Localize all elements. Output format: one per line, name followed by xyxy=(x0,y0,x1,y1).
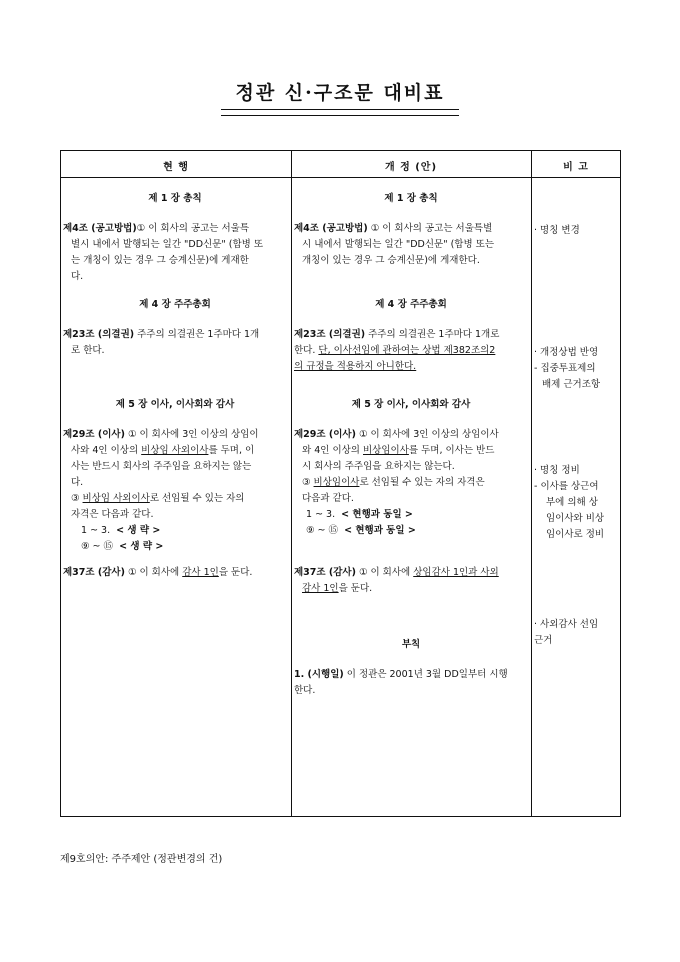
remark-article-4: · 명칭 변경 xyxy=(534,225,580,236)
remark-article-37: · 사외감사 선임 근거 xyxy=(534,619,599,646)
article-29-revised: 제29조 (이사) ① 이 회사에 3인 이상의 상임이사 와 4인 이상의 비상임이사를 두며, 이사는 반드 시 회사의 주주임을 요하지는 않는다. ③ 비상임이사로 선임될 수 있는 자의 자격은 다음과 같다. 1 ~ 3. < 현행과 동일 > ⑨ ~ ⑮ < 현행과 동일 > xyxy=(294,429,499,536)
article-heading: 제4조 (공고방법) xyxy=(294,223,368,234)
comparison-table xyxy=(60,150,621,817)
remark-article-23: · 개정상법 반영 - 집중투표제의 배제 근거조항 xyxy=(534,347,601,390)
header-remarks: 비 고 xyxy=(563,162,589,173)
article-heading: 제4조 (공고방법) xyxy=(63,223,137,234)
article-heading: 제37조 (감사) xyxy=(63,567,125,578)
article-heading: 제29조 (이사) xyxy=(63,429,125,440)
revised-column xyxy=(294,191,528,699)
column-divider xyxy=(531,151,532,816)
chapter-heading: 제 1 장 총칙 xyxy=(148,193,202,204)
header-revised: 개 정 (안) xyxy=(384,162,438,173)
article-4-current: 제4조 (공고방법)① 이 회사의 공고는 서울특 별시 내에서 발행되는 일간 "DD신문" (합병 또 는 개칭이 있는 경우 그 승계신문)에 게재한 다. xyxy=(63,223,264,282)
document-title: 정관 신·구조문 대비표 xyxy=(235,82,445,104)
chapter-heading: 제 5 장 이사, 이사회와 감사 xyxy=(351,399,471,410)
current-column xyxy=(63,191,287,581)
article-4-revised: 제4조 (공고방법) ① 이 회사의 공고는 서울특별 시 내에서 발행되는 일간 "DD신문" (합병 또는 개칭이 있는 경우 그 승계신문)에 게재한다. xyxy=(294,223,495,266)
addendum-heading: 부칙 xyxy=(401,639,421,650)
column-divider xyxy=(291,151,292,816)
chapter-heading: 제 4 장 주주총회 xyxy=(139,299,211,310)
addendum-article-1: 1. (시행일) 이 정관은 2001년 3월 DD일부터 시행 한다. xyxy=(294,669,508,696)
agenda-footer: 제9호의안: 주주제안 (정관변경의 건) xyxy=(60,854,223,865)
article-23-revised: 제23조 (의결권) 주주의 의결권은 1주마다 1개로 한다. 단, 이사선임에 관하여는 상법 제382조의2 의 규정을 적용하지 아니한다. xyxy=(294,329,500,372)
article-23-current: 제23조 (의결권) 주주의 의결권은 1주마다 1개 로 한다. xyxy=(63,329,260,356)
chapter-heading: 제 5 장 이사, 이사회와 감사 xyxy=(115,399,235,410)
header-divider xyxy=(61,177,620,178)
article-heading: 제37조 (감사) xyxy=(294,567,356,578)
remark-article-29: · 명칭 정비 - 이사를 상근여 부에 의해 상 임이사와 비상 임이사로 정비 xyxy=(534,465,605,540)
header-current: 현 행 xyxy=(163,162,189,173)
article-heading: 제23조 (의결권) xyxy=(63,329,135,340)
article-29-current: 제29조 (이사) ① 이 회사에 3인 이상의 상임이 사와 4인 이상의 비상임 사외이사를 두며, 이 사는 반드시 회사의 주주임을 요하지는 않는 다. ③ 비상임 사외이사로 선임될 수 있는 자의 자격은 다음과 같다. 1 ~ 3. < 생 략 > ⑨ ~ ⑮ < 생 략 > xyxy=(63,429,259,552)
chapter-heading: 제 1 장 총칙 xyxy=(384,193,438,204)
title-double-underline xyxy=(221,109,459,116)
article-37-current: 제37조 (감사) ① 이 회사에 감사 1인을 둔다. xyxy=(63,567,253,578)
article-37-revised: 제37조 (감사) ① 이 회사에 상임감사 1인과 사외 감사 1인을 둔다. xyxy=(294,567,499,594)
article-heading: 제23조 (의결권) xyxy=(294,329,366,340)
chapter-heading: 제 4 장 주주총회 xyxy=(375,299,447,310)
article-heading: 제29조 (이사) xyxy=(294,429,356,440)
